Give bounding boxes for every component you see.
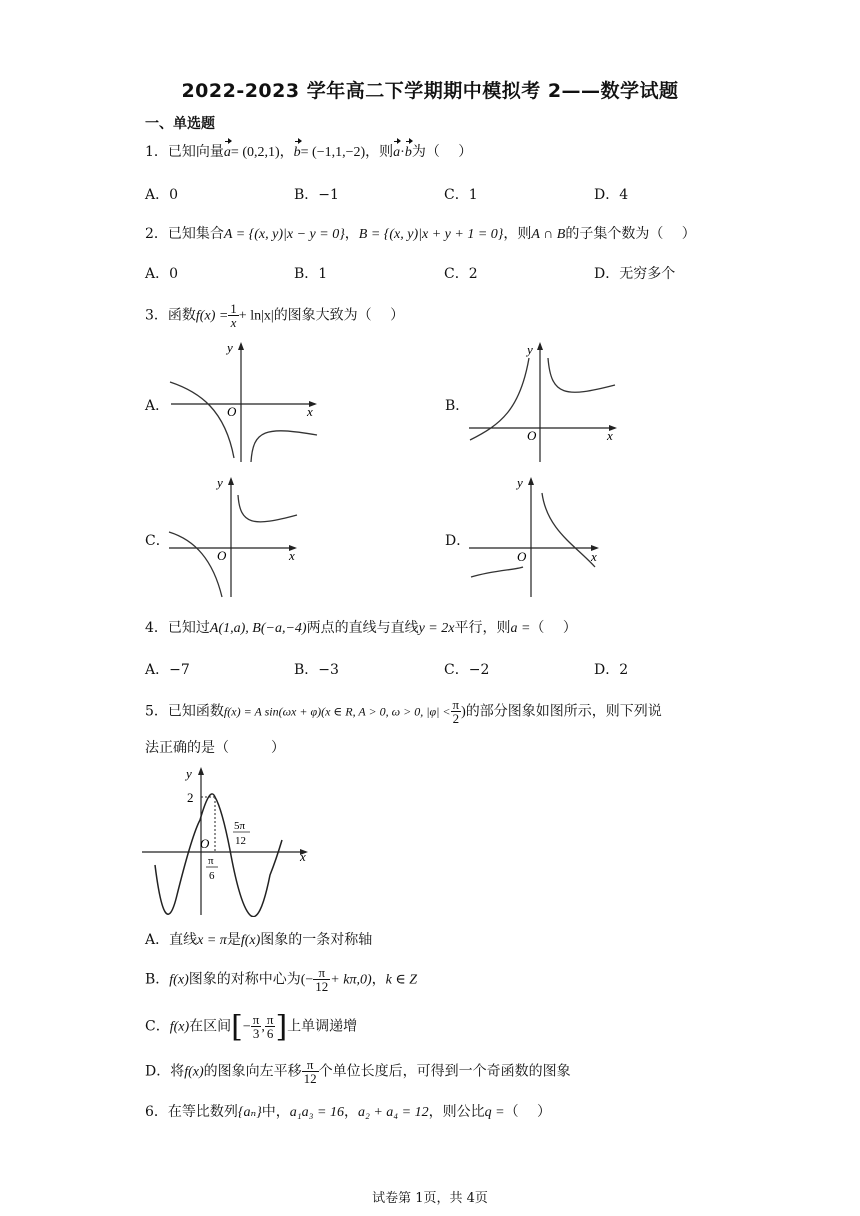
option-d: D．无穷多个 xyxy=(594,266,676,282)
graph-label-b: B． xyxy=(445,398,470,414)
graph-option-b xyxy=(465,340,625,465)
question-number: 2． xyxy=(145,226,168,242)
set-b: B = {(x, y)|x + y + 1 = 0} xyxy=(358,227,504,242)
question-5-line-2: 法正确的是（ ） xyxy=(145,740,285,756)
axis-label-y: y xyxy=(217,475,223,490)
axis-origin: O xyxy=(217,548,227,563)
question-number: 5． xyxy=(145,703,168,720)
question-number: 3． xyxy=(145,307,168,324)
axis-label-x: x xyxy=(307,404,313,419)
question-4: 4．已知过A(1,a), B(−a,−4)两点的直线与直线y = 2x平行，则a =（ ） xyxy=(145,620,577,636)
option-c: C．−2 xyxy=(444,662,490,678)
option-c: C．2 xyxy=(444,266,478,282)
axis-label-x: x xyxy=(607,428,613,443)
sine-graph xyxy=(140,765,315,917)
option-a: A．0 xyxy=(145,266,179,282)
tick-pi-6-num: π xyxy=(208,855,214,867)
axis-label-x: x xyxy=(300,849,306,864)
graph-label-c: C． xyxy=(145,533,170,549)
question-6: 6．在等比数列{aₙ}中，a₁a₃ = 16，a₂ + a₄ = 12，则公比q =（ ） xyxy=(145,1104,552,1120)
option-a: A．0 xyxy=(145,187,179,203)
graph-label-d: D． xyxy=(445,533,471,549)
question-3: 3．函数f(x) = $\frac{1}{x}$ + ln|x|的图象大致为（ ） xyxy=(145,301,405,330)
axis-origin: O xyxy=(200,836,210,851)
set-a: A = {(x, y)|x − y = 0} xyxy=(223,227,345,242)
option-b: B．−3 xyxy=(294,662,339,678)
option-d: D．4 xyxy=(594,187,629,203)
axis-label-y: y xyxy=(517,475,523,490)
section-heading: 一、单选题 xyxy=(145,116,215,132)
option-a: A．直线x = π是f(x)图象的一条对称轴 xyxy=(145,932,373,948)
question-2: 2．已知集合A = {(x, y)|x − y = 0}，B = {(x, y)|x + y + 1 = 0}，则A ∩ B的子集个数为（ ） xyxy=(145,226,696,242)
axis-label-x: x xyxy=(591,549,597,564)
question-number: 1． xyxy=(145,144,168,160)
question-5: 5．已知函数f(x) = A sin(ωx + φ)(x ∈ R, A > 0, ω > 0, |φ| < $\frac{\pi}{2}$ )的部分图象如图所示，则下列说 xyxy=(145,697,662,726)
graph-option-a xyxy=(165,340,325,465)
option-c: C．f(x)在区间[− $\frac{\pi}{3}$ , $\frac{\pi}{6}$ ]上单调递增 xyxy=(145,1009,358,1045)
max-value-label: 2 xyxy=(187,790,194,805)
tick-pi-6-den: 6 xyxy=(209,870,215,882)
option-c: C．1 xyxy=(444,187,478,203)
option-b: B．1 xyxy=(294,266,328,282)
question-1: 1．已知向量a= (0,2,1)，b= (−1,1,−2)，则a·b为（ ） xyxy=(145,142,472,163)
axis-origin: O xyxy=(227,404,237,419)
question-number: 6． xyxy=(145,1104,168,1120)
axis-origin: O xyxy=(517,549,527,564)
vector-a: a xyxy=(224,143,231,163)
option-b: B．f(x)图象的对称中心为(− $\frac{\pi}{12}$ + kπ,0)，k ∈ Z xyxy=(145,965,418,994)
graph-option-c xyxy=(165,475,315,600)
page-footer: 试卷第 1页，共 4页 xyxy=(372,1191,488,1206)
axis-label-x: x xyxy=(289,548,295,563)
axis-label-y: y xyxy=(186,766,192,781)
graph-label-a: A． xyxy=(145,398,170,414)
tick-5pi-12-num: 5π xyxy=(234,820,246,832)
vector-b: b xyxy=(294,143,301,163)
axis-origin: O xyxy=(527,428,537,443)
graph-option-d xyxy=(465,475,615,600)
option-b: B．−1 xyxy=(294,187,339,203)
option-d: D．将f(x)的图象向左平移 $\frac{\pi}{12}$ 个单位长度后，可得到一个奇函数的图象 xyxy=(145,1057,571,1086)
question-number: 4． xyxy=(145,620,168,636)
tick-5pi-12-den: 12 xyxy=(235,835,246,847)
option-a: A．−7 xyxy=(145,662,190,678)
option-d: D．2 xyxy=(594,662,629,678)
axis-label-y: y xyxy=(227,340,233,355)
axis-label-y: y xyxy=(527,342,533,357)
page-title: 2022-2023 学年高二下学期期中模拟考 2——数学试题 xyxy=(181,80,679,102)
